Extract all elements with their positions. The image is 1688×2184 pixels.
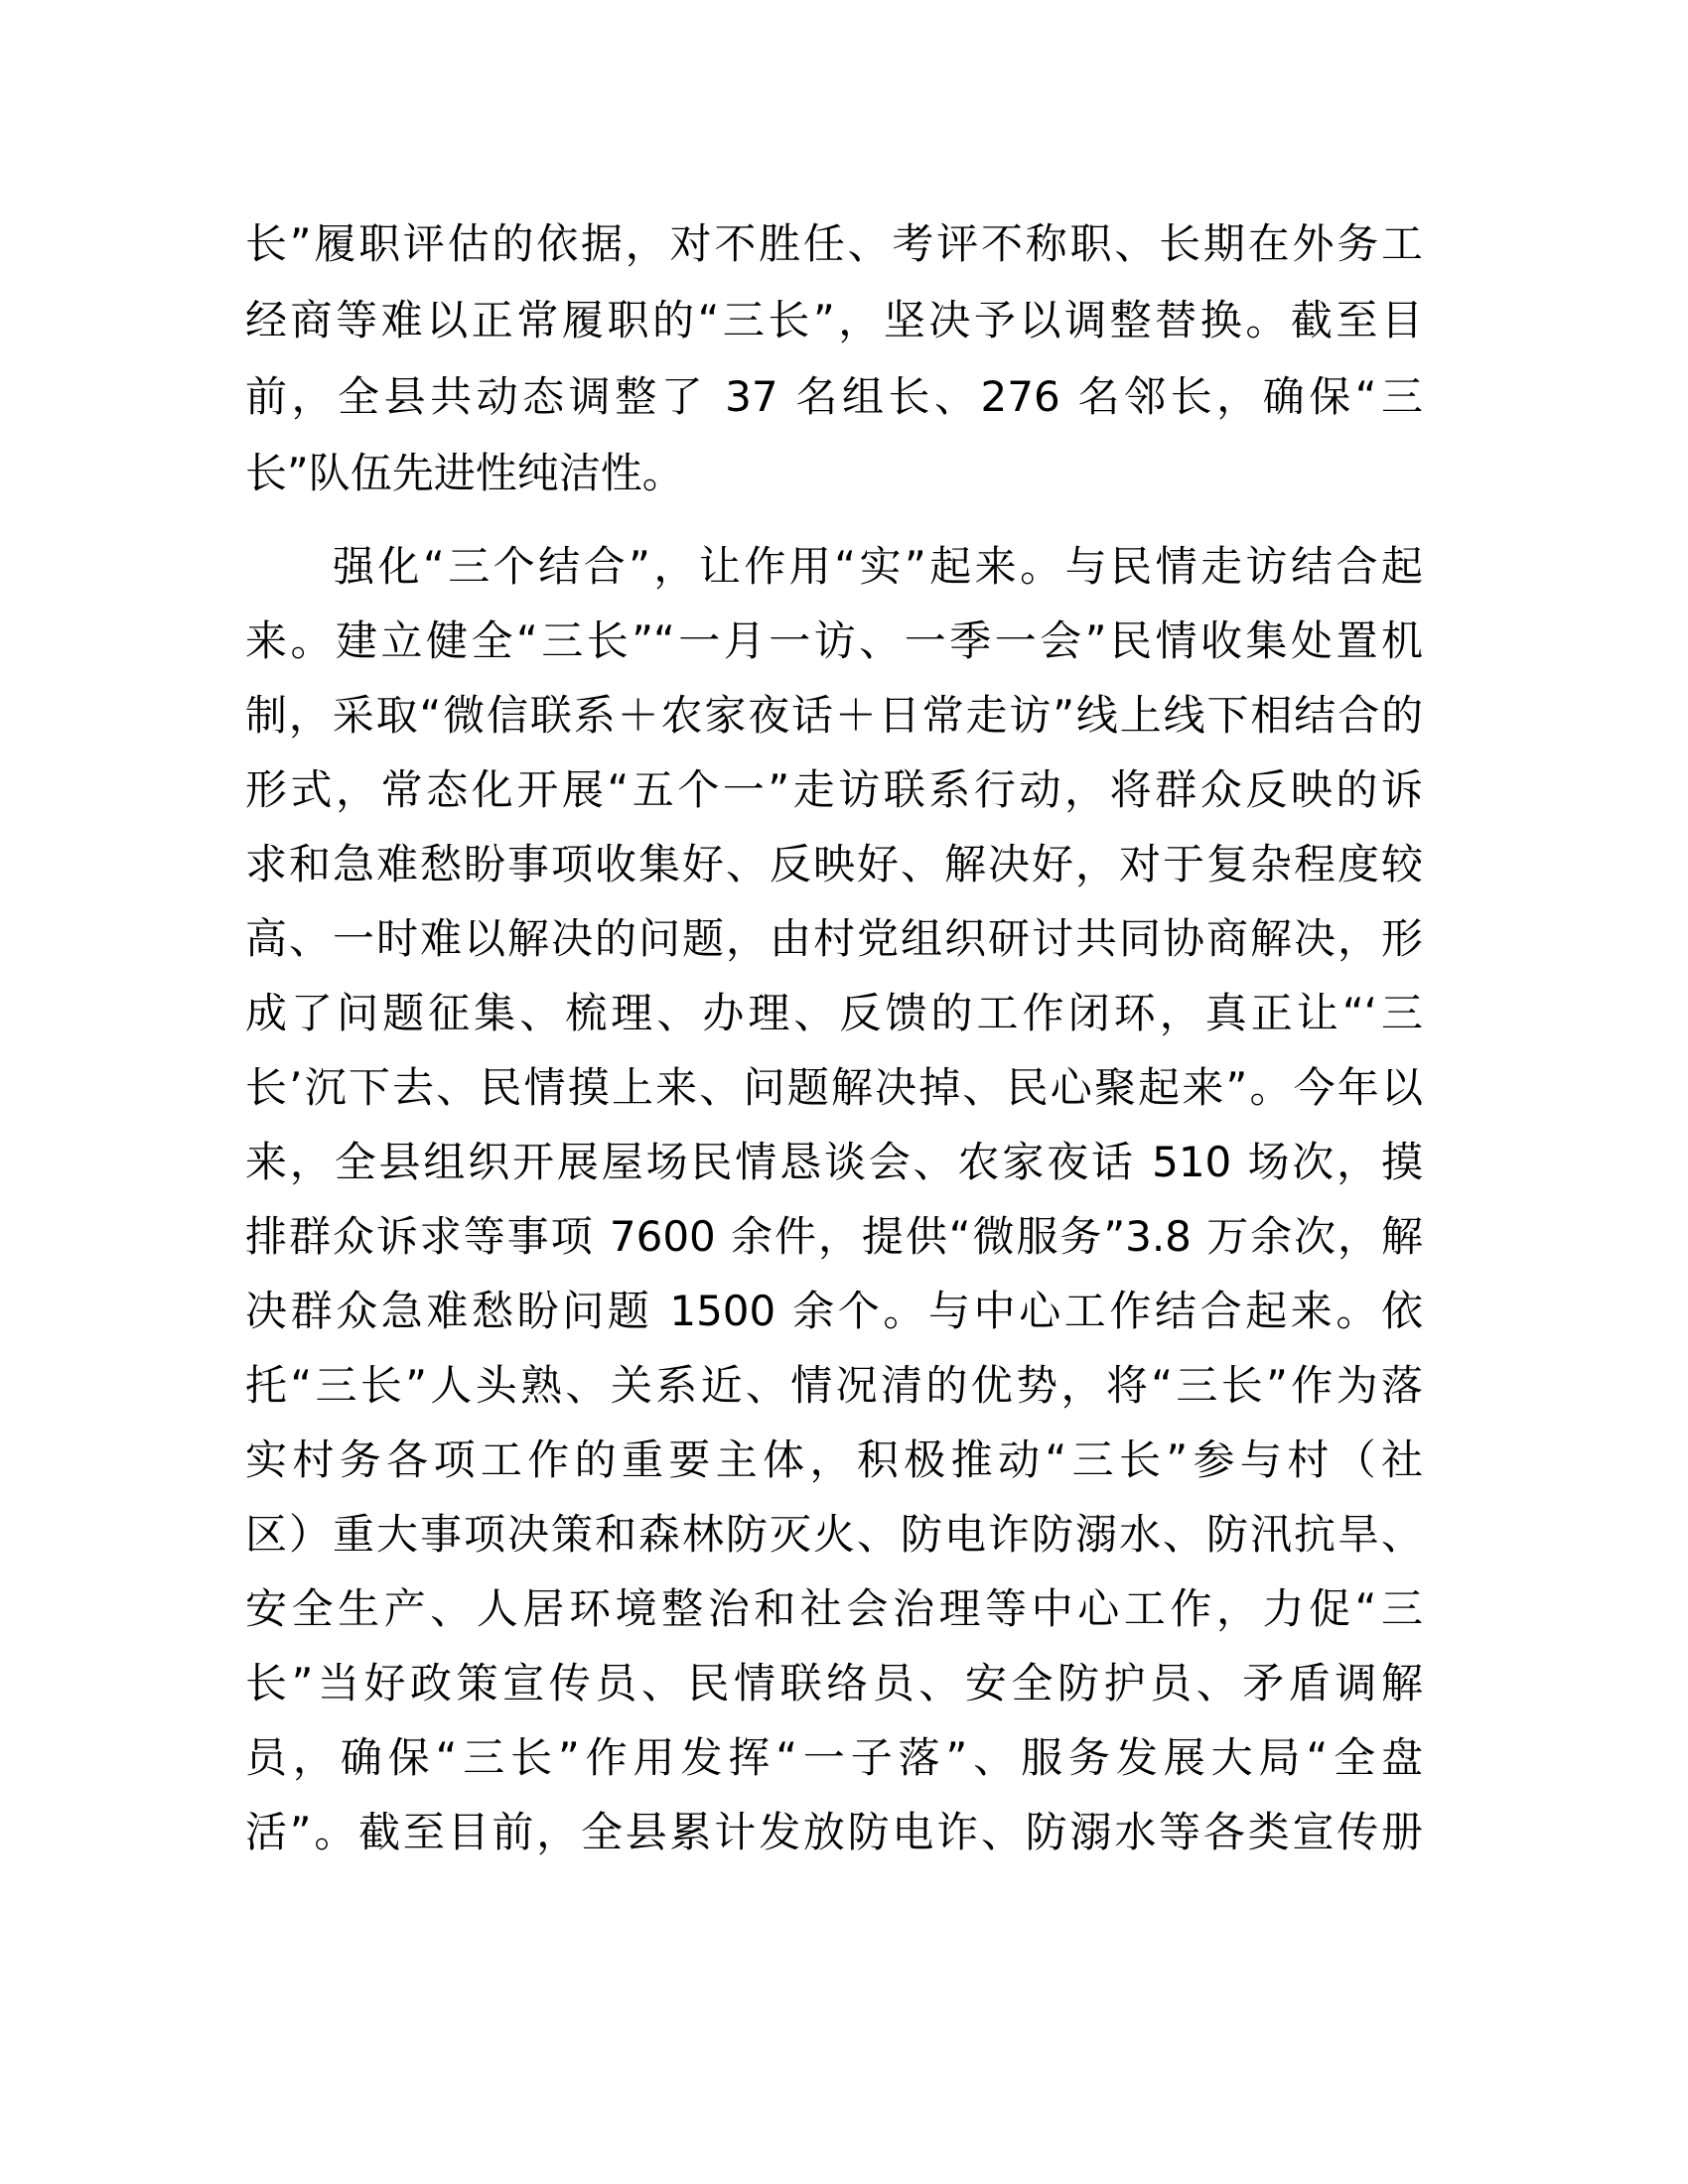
text-line: 区）重大事项决策和森林防灭火、防电诈防溺水、防汛抗旱、: [245, 1510, 1423, 1559]
text-line: 经商等难以正常履职的“三长”，坚决予以调整替换。截至目: [245, 296, 1423, 344]
text-line: 员，确保“三长”作用发挥“一子落”、服务发展大局“全盘: [245, 1733, 1423, 1782]
text-line: 决群众急难愁盼问题 1500 余个。与中心工作结合起来。依: [245, 1287, 1423, 1335]
paragraph-1: [245, 205, 1423, 511]
text-line: 制，采取“微信联系＋农家夜话＋日常走访”线上线下相结合的: [245, 691, 1423, 740]
text-line: 活”。截至目前，全县累计发放防电诈、防溺水等各类宣传册: [245, 1808, 1423, 1856]
text-line: 高、一时难以解决的问题，由村党组织研讨共同协商解决，形: [245, 914, 1423, 963]
text-line: 长’沉下去、民情摸上来、问题解决掉、民心聚起来”。今年以: [245, 1063, 1423, 1112]
text-line: 来。建立健全“三长”“一月一访、一季一会”民情收集处置机: [245, 616, 1423, 665]
paragraph-2: [245, 529, 1423, 1869]
text-line: 托“三长”人头熟、关系近、情况清的优势，将“三长”作为落: [245, 1361, 1423, 1410]
text-line: 形式，常态化开展“五个一”走访联系行动，将群众反映的诉: [245, 765, 1423, 814]
text-line: 长”履职评估的依据，对不胜任、考评不称职、长期在外务工: [245, 219, 1423, 268]
text-line: 求和急难愁盼事项收集好、反映好、解决好，对于复杂程度较: [245, 840, 1423, 888]
text-line: 实村务各项工作的重要主体，积极推动“三长”参与村（社: [245, 1435, 1423, 1484]
text-line: 强化“三个结合”，让作用“实”起来。与民情走访结合起: [333, 542, 1423, 591]
text-line: 排群众诉求等事项 7600 余件，提供“微服务”3.8 万余次，解: [245, 1212, 1423, 1261]
text-line: 来，全县组织开展屋场民情恳谈会、农家夜话 510 场次，摸: [245, 1138, 1423, 1186]
text-line: 安全生产、人居环境整治和社会治理等中心工作，力促“三: [245, 1584, 1423, 1633]
text-line: 长”队伍先进性纯洁性。: [245, 449, 684, 497]
text-line: 长”当好政策宣传员、民情联络员、安全防护员、矛盾调解: [245, 1659, 1423, 1707]
text-line: 成了问题征集、梳理、办理、反馈的工作闭环，真正让“‘三: [245, 989, 1423, 1037]
text-line: 前，全县共动态调整了 37 名组长、276 名邻长，确保“三: [245, 372, 1423, 421]
